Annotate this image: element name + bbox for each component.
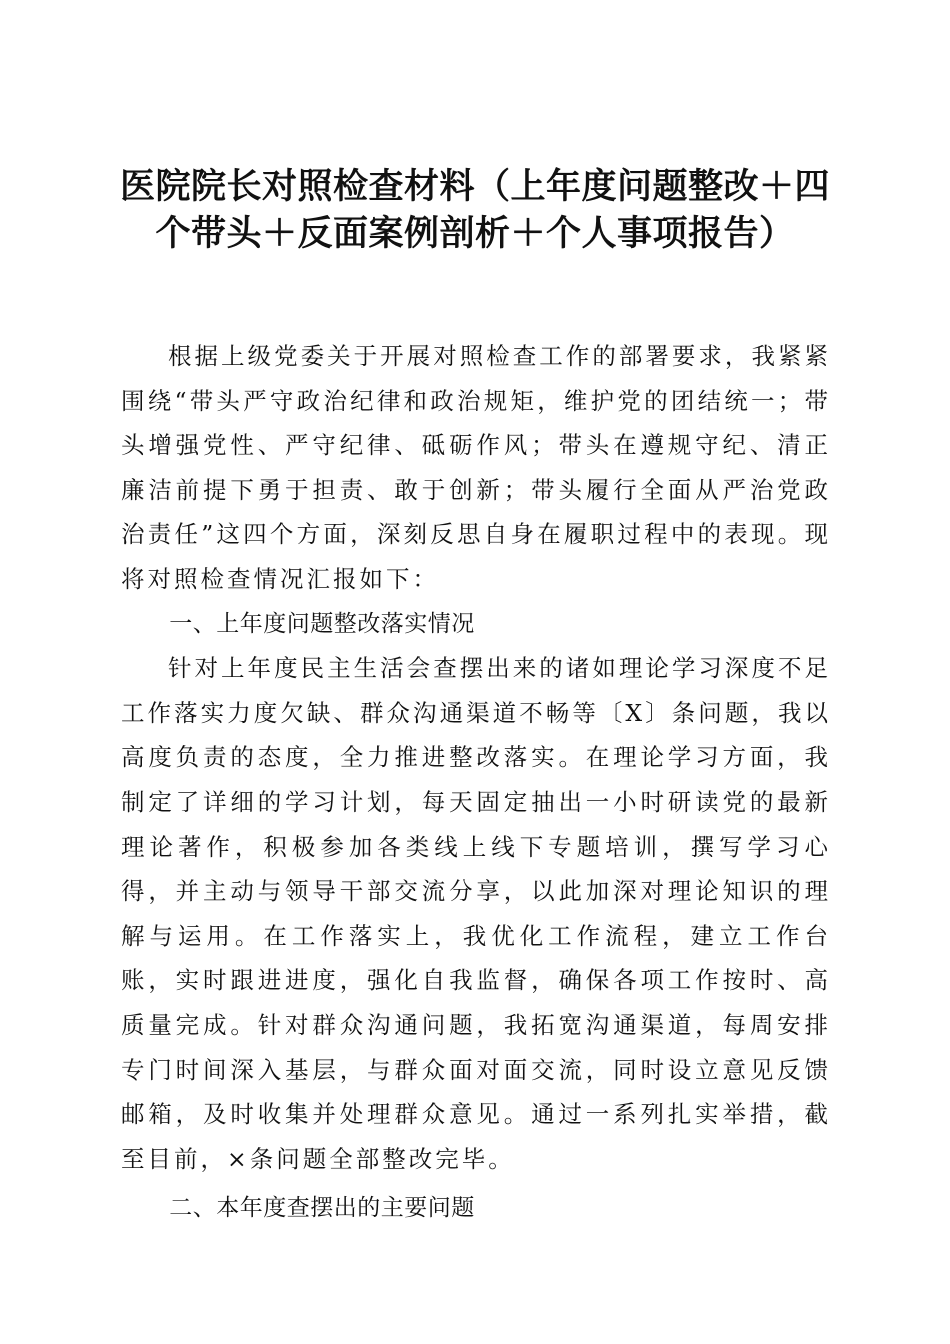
title-line-1: 医院院长对照检查材料（上年度问题整改＋四 xyxy=(119,167,830,207)
section-2-heading: 二、本年度查摆出的主要问题 xyxy=(169,1195,475,1222)
title-line-2: 个带头＋反面案例剖析＋个人事项报告） xyxy=(155,214,795,254)
document-body xyxy=(121,334,831,1231)
document-title xyxy=(100,164,850,258)
section-1-heading: 一、上年度问题整改落实情况 xyxy=(169,610,475,637)
section-1-paragraph: 针对上年度民主生活会查摆出来的诸如理论学习深度不足工作落实力度欠缺、群众沟通渠道不畅等〔X〕条问题，我以高度负责的态度，全力推进整改落实。在理论学习方面，我制定了详细的学习计划，每天固定抽出一小时研读党的最新理论著作，积极参加各类线上线下专题培训，撰写学习心得，并主动与领导干部交流分享，以此加深对理论知识的理解与运用。在工作落实上，我优化工作流程，建立工作台账，实时跟进进度，强化自我监督，确保各项工作按时、高质量完成。针对群众沟通问题，我拓宽沟通渠道，每周安排专门时间深入基层，与群众面对面交流，同时设立意见反馈邮箱，及时收集并处理群众意见。通过一系列扎实举措，截至目前，×条问题全部整改完毕。 xyxy=(121,654,831,1173)
intro-paragraph: 根据上级党委关于开展对照检查工作的部署要求，我紧紧围绕“带头严守政治纪律和政治规矩，维护党的团结统一；带头增强党性、严守纪律、砥砺作风；带头在遵规守纪、清正廉洁前提下勇于担责、敢于创新；带头履行全面从严治党政治责任”这四个方面，深刻反思自身在履职过程中的表现。现将对照检查情况汇报如下： xyxy=(121,342,831,593)
